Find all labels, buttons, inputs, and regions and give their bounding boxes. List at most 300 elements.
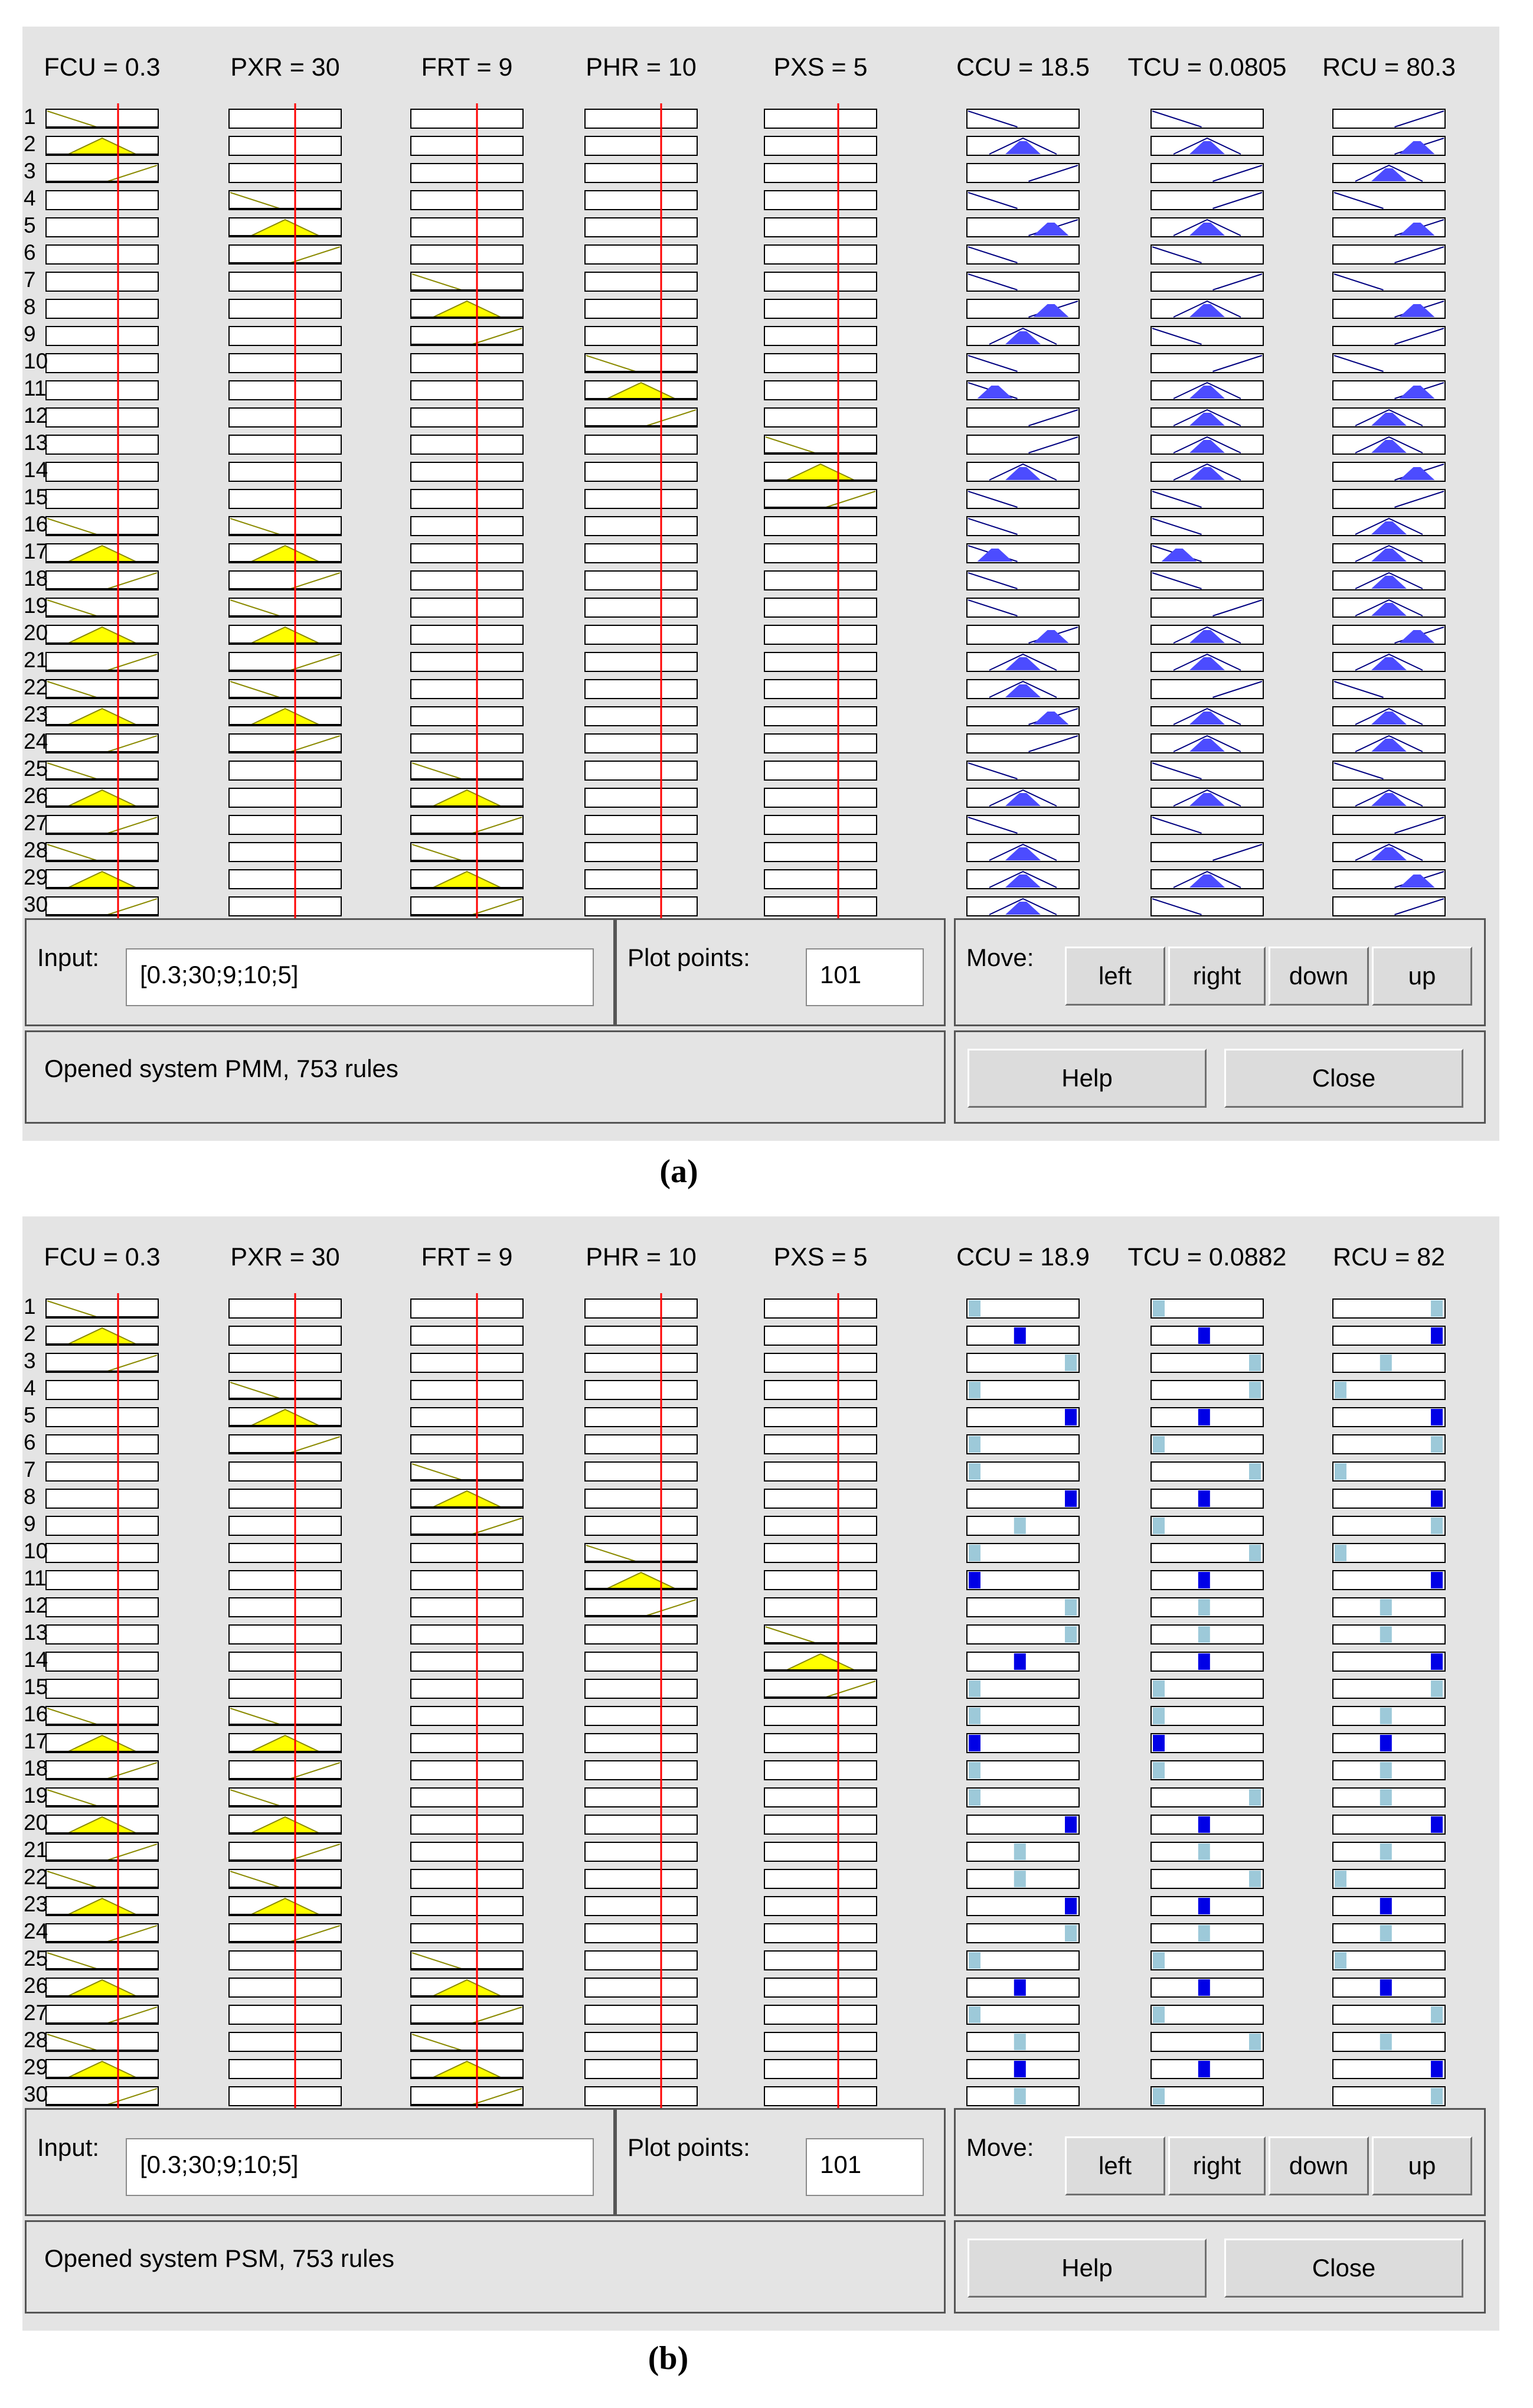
rule-cell: [46, 1679, 158, 1698]
rule-cell: [764, 164, 877, 182]
rule-cell: [46, 2032, 158, 2051]
rule-cell: [411, 571, 523, 590]
rule-cell: [46, 1869, 158, 1888]
rule-cell: [229, 435, 341, 454]
rule-cell: [46, 490, 158, 508]
rule-cell: [229, 1435, 341, 1454]
rule-number: 14: [24, 1647, 48, 1672]
rule-cell: [764, 1381, 877, 1399]
rule-number: 9: [24, 1512, 36, 1536]
rule-number: 6: [24, 240, 36, 265]
rule-number: 24: [24, 729, 48, 753]
rule-cell: [967, 1381, 1079, 1399]
rule-cell: [967, 245, 1079, 264]
rule-cell: [1333, 517, 1445, 536]
rule-cell: [411, 408, 523, 427]
rule-cell: [229, 1707, 341, 1725]
rule-cell: [229, 652, 341, 671]
plot-points-label: Plot points:: [627, 2133, 750, 2161]
rule-cell: [1151, 1978, 1263, 1997]
rule-cell: [585, 354, 697, 373]
rule-cell: [229, 299, 341, 318]
rule-cell: [229, 1734, 341, 1753]
rule-cell: [1151, 517, 1263, 536]
rule-cell: [46, 191, 158, 210]
rule-cell: [1151, 408, 1263, 427]
rule-cell: [585, 544, 697, 563]
rule-cell: [229, 517, 341, 536]
rule-cell: [967, 571, 1079, 590]
rule-cell: [1151, 870, 1263, 889]
column-header: FRT = 9: [421, 53, 513, 81]
rule-cell: [967, 1353, 1079, 1372]
rule-cell: [1151, 1516, 1263, 1535]
rule-cell: [764, 490, 877, 508]
rule-cell: [46, 1951, 158, 1970]
rule-cell: [764, 272, 877, 291]
rule-cell: [967, 788, 1079, 807]
rule-cell: [1151, 191, 1263, 210]
column-header: TCU = 0.0882: [1127, 1243, 1287, 1271]
rule-cell: [1151, 734, 1263, 753]
rule-cell: [585, 571, 697, 590]
rule-cell: [967, 2087, 1079, 2106]
rule-cell: [764, 408, 877, 427]
rule-cell: [764, 245, 877, 264]
status-panel: [25, 2220, 946, 2314]
rule-cell: [1333, 1598, 1445, 1617]
rule-number: 21: [24, 1838, 48, 1862]
rule-cell: [764, 1571, 877, 1590]
rule-cell: [585, 1679, 697, 1698]
rule-cell: [1151, 164, 1263, 182]
rule-number: 12: [24, 1593, 48, 1617]
rule-cell: [411, 1707, 523, 1725]
rule-cell: [229, 164, 341, 182]
rule-cell: [764, 707, 877, 726]
rule-cell: [411, 435, 523, 454]
rule-cell: [229, 1815, 341, 1834]
rule-cell: [1151, 490, 1263, 508]
close-button[interactable]: Close: [1224, 1049, 1463, 1108]
rule-cell: [1333, 571, 1445, 590]
move-left-button[interactable]: left: [1065, 947, 1165, 1006]
rule-cell: [229, 2005, 341, 2024]
rule-cell: [46, 1761, 158, 1780]
rule-cell: [585, 1734, 697, 1753]
rule-cell: [229, 625, 341, 644]
rule-number: 27: [24, 811, 48, 835]
rule-cell: [46, 1381, 158, 1399]
rule-cell: [967, 598, 1079, 617]
rule-cell: [585, 652, 697, 671]
rule-cell: [967, 1842, 1079, 1861]
rule-cell: [1333, 245, 1445, 264]
rule-cell: [764, 1951, 877, 1970]
caption-b: (b): [648, 2340, 689, 2377]
rule-cell: [411, 245, 523, 264]
rule-cell: [46, 354, 158, 373]
rule-cell: [967, 1897, 1079, 1916]
rule-cell: [229, 245, 341, 264]
rule-number: 23: [24, 702, 48, 726]
move-right-button[interactable]: right: [1168, 947, 1266, 1006]
move-down-button[interactable]: down: [1269, 947, 1369, 1006]
rule-cell: [411, 1869, 523, 1888]
input-label: Input:: [37, 944, 100, 971]
rule-cell: [585, 1435, 697, 1454]
rule-cell: [411, 490, 523, 508]
input-field[interactable]: [0.3;30;9;10;5]: [126, 948, 594, 1006]
rule-cell: [46, 1299, 158, 1318]
rule-cell: [46, 734, 158, 753]
rule-number: 18: [24, 1756, 48, 1780]
rule-cell: [764, 734, 877, 753]
rule-cell: [1151, 1299, 1263, 1318]
move-up-button[interactable]: up: [1372, 2136, 1472, 2195]
rule-cell: [46, 788, 158, 807]
input-field[interactable]: [0.3;30;9;10;5]: [126, 2138, 594, 2196]
rule-cell: [764, 1842, 877, 1861]
rule-number: 2: [24, 1322, 36, 1346]
rule-number: 13: [24, 430, 48, 455]
rule-cell: [967, 707, 1079, 726]
rule-number: 11: [24, 376, 47, 400]
rule-cell: [585, 462, 697, 481]
move-up-button[interactable]: up: [1372, 947, 1472, 1006]
rule-cell: [967, 191, 1079, 210]
rule-cell: [411, 598, 523, 617]
rule-cell: [585, 2005, 697, 2024]
rule-cell: [1151, 571, 1263, 590]
rule-cell: [411, 2087, 523, 2106]
rule-cell: [1333, 1707, 1445, 1725]
rule-cell: [1333, 191, 1445, 210]
help-close-panel: [954, 1030, 1486, 1124]
rule-cell: [1333, 136, 1445, 155]
rule-cell: [411, 1761, 523, 1780]
rule-cell: [46, 381, 158, 400]
rule-cell: [411, 1788, 523, 1807]
rule-cell: [229, 1326, 341, 1345]
rule-cell: [967, 327, 1079, 345]
rule-cell: [764, 1544, 877, 1562]
rule-cell: [229, 1381, 341, 1399]
rule-cell: [764, 870, 877, 889]
rule-cell: [46, 625, 158, 644]
rule-cell: [764, 1734, 877, 1753]
rule-cell: [1333, 327, 1445, 345]
rule-number: 12: [24, 403, 48, 428]
rule-cell: [585, 490, 697, 508]
rule-number: 8: [24, 1484, 36, 1509]
rule-cell: [585, 435, 697, 454]
rule-cell: [585, 109, 697, 128]
rule-cell: [229, 1408, 341, 1427]
rule-cell: [46, 1924, 158, 1943]
rule-cell: [1151, 1353, 1263, 1372]
help-close-panel: [954, 2220, 1486, 2314]
rule-cell: [229, 598, 341, 617]
rule-cell: [967, 354, 1079, 373]
rule-cell: [585, 272, 697, 291]
rule-cell: [411, 1897, 523, 1916]
rule-cell: [1151, 218, 1263, 237]
rule-number: 9: [24, 322, 36, 346]
rule-cell: [967, 1788, 1079, 1807]
rule-cell: [1333, 1353, 1445, 1372]
rule-cell: [967, 1707, 1079, 1725]
rule-cell: [229, 761, 341, 780]
rule-cell: [1151, 1598, 1263, 1617]
rule-cell: [229, 1652, 341, 1671]
rule-cell: [764, 136, 877, 155]
rule-cell: [1333, 1788, 1445, 1807]
rule-cell: [967, 734, 1079, 753]
rule-cell: [1333, 625, 1445, 644]
rule-cell: [1333, 897, 1445, 916]
rule-cell: [967, 1516, 1079, 1535]
plot-points-field[interactable]: 101: [806, 2138, 924, 2196]
rule-cell: [46, 598, 158, 617]
rule-cell: [585, 136, 697, 155]
rule-cell: [585, 245, 697, 264]
rule-cell: [764, 544, 877, 563]
rule-cell: [967, 1326, 1079, 1345]
rule-cell: [1333, 381, 1445, 400]
rule-cell: [967, 1815, 1079, 1834]
rule-cell: [764, 652, 877, 671]
rule-number: 10: [24, 1539, 48, 1563]
rule-cell: [967, 299, 1079, 318]
rule-cell: [764, 218, 877, 237]
rule-cell: [46, 408, 158, 427]
rule-cell: [967, 2032, 1079, 2051]
rule-cell: [1333, 1951, 1445, 1970]
rule-cell: [585, 2032, 697, 2051]
rule-cell: [46, 462, 158, 481]
rule-number: 5: [24, 213, 36, 237]
rule-number: 25: [24, 756, 48, 781]
rule-cell: [967, 1299, 1079, 1318]
rule-cell: [585, 1788, 697, 1807]
rule-cell: [1333, 788, 1445, 807]
rule-cell: [46, 707, 158, 726]
column-header: FCU = 0.3: [44, 1243, 161, 1271]
rule-cell: [1333, 1734, 1445, 1753]
rule-number: 4: [24, 1376, 36, 1400]
rule-cell: [1151, 272, 1263, 291]
rule-cell: [967, 1462, 1079, 1481]
rule-cell: [1151, 2032, 1263, 2051]
rule-number: 27: [24, 2001, 48, 2025]
rule-cell: [967, 1625, 1079, 1644]
move-label: Move:: [966, 2133, 1034, 2161]
rule-cell: [46, 299, 158, 318]
help-button[interactable]: Help: [967, 1049, 1207, 1108]
help-button[interactable]: Help: [967, 2239, 1207, 2298]
rule-cell: [764, 2005, 877, 2024]
column-header: RCU = 82: [1333, 1243, 1445, 1271]
rule-cell: [967, 381, 1079, 400]
rule-cell: [411, 462, 523, 481]
rule-cell: [1151, 843, 1263, 862]
rule-cell: [1151, 1679, 1263, 1698]
rule-cell: [1151, 1707, 1263, 1725]
rule-cell: [585, 218, 697, 237]
rule-cell: [229, 136, 341, 155]
rule-cell: [229, 272, 341, 291]
rule-cell: [967, 490, 1079, 508]
rule-cell: [967, 2005, 1079, 2024]
rule-cell: [229, 462, 341, 481]
rule-cell: [764, 1625, 877, 1644]
column-header: RCU = 80.3: [1322, 53, 1456, 81]
rule-cell: [411, 707, 523, 726]
rule-cell: [1333, 1625, 1445, 1644]
rule-cell: [764, 897, 877, 916]
rule-cell: [1333, 109, 1445, 128]
rule-cell: [585, 1462, 697, 1481]
rule-cell: [411, 1978, 523, 1997]
rule-cell: [764, 1489, 877, 1508]
rule-cell: [229, 490, 341, 508]
rule-cell: [411, 299, 523, 318]
rule-cell: [229, 2060, 341, 2079]
rule-cell: [229, 1625, 341, 1644]
rule-cell: [229, 1571, 341, 1590]
rule-cell: [1333, 1842, 1445, 1861]
rule-cell: [1333, 1326, 1445, 1345]
column-header: PHR = 10: [586, 1243, 697, 1271]
move-label: Move:: [966, 944, 1034, 971]
rule-cell: [411, 1679, 523, 1698]
rule-cell: [967, 1544, 1079, 1562]
rule-cell: [229, 1489, 341, 1508]
rule-cell: [229, 2087, 341, 2106]
rule-cell: [764, 1353, 877, 1372]
rule-cell: [967, 1435, 1079, 1454]
rule-cell: [411, 625, 523, 644]
rule-cell: [411, 788, 523, 807]
rule-number: 28: [24, 838, 48, 862]
rule-number: 25: [24, 1946, 48, 1970]
rule-cell: [46, 1897, 158, 1916]
rule-cell: [585, 625, 697, 644]
move-right-button[interactable]: right: [1168, 2136, 1266, 2195]
rule-cell: [411, 109, 523, 128]
rule-cell: [585, 1326, 697, 1345]
rule-cell: [764, 1707, 877, 1725]
move-down-button[interactable]: down: [1269, 2136, 1369, 2195]
rule-cell: [1151, 1544, 1263, 1562]
close-button[interactable]: Close: [1224, 2239, 1463, 2298]
rule-cell: [967, 1761, 1079, 1780]
rule-cell: [585, 517, 697, 536]
rule-cell: [1333, 1652, 1445, 1671]
rule-cell: [229, 191, 341, 210]
rule-cell: [46, 1353, 158, 1372]
rule-cell: [46, 109, 158, 128]
rule-cell: [1151, 1897, 1263, 1916]
input-label: Input:: [37, 2133, 100, 2161]
rule-cell: [46, 218, 158, 237]
rule-cell: [764, 625, 877, 644]
rule-cell: [46, 272, 158, 291]
rule-cell: [764, 1788, 877, 1807]
rule-cell: [1151, 1381, 1263, 1399]
rule-cell: [46, 1652, 158, 1671]
rule-cell: [46, 1408, 158, 1427]
rule-cell: [1151, 1924, 1263, 1943]
rule-plots-a: [22, 27, 1499, 918]
rule-cell: [967, 1598, 1079, 1617]
status-text: Opened system PSM, 753 rules: [44, 2244, 394, 2272]
rule-cell: [585, 734, 697, 753]
rule-cell: [1333, 707, 1445, 726]
rule-number: 29: [24, 2055, 48, 2079]
rule-cell: [46, 571, 158, 590]
rule-cell: [585, 815, 697, 834]
rule-cell: [411, 1815, 523, 1834]
rule-cell: [764, 571, 877, 590]
move-left-button[interactable]: left: [1065, 2136, 1165, 2195]
rule-cell: [764, 191, 877, 210]
rule-cell: [585, 1707, 697, 1725]
rule-cell: [229, 897, 341, 916]
rule-cell: [764, 462, 877, 481]
rule-cell: [967, 761, 1079, 780]
rule-cell: [1333, 815, 1445, 834]
rule-cell: [585, 843, 697, 862]
rule-cell: [1151, 1815, 1263, 1834]
input-panel: [25, 2108, 615, 2216]
rule-cell: [1151, 1571, 1263, 1590]
rule-cell: [411, 164, 523, 182]
rule-cell: [411, 1571, 523, 1590]
rule-cell: [1333, 761, 1445, 780]
rule-cell: [1333, 408, 1445, 427]
rule-cell: [585, 1842, 697, 1861]
rule-cell: [411, 652, 523, 671]
rule-cell: [411, 1652, 523, 1671]
rule-cell: [46, 544, 158, 563]
rule-cell: [764, 843, 877, 862]
rule-number: 22: [24, 675, 48, 699]
rule-cell: [411, 1951, 523, 1970]
rule-cell: [411, 544, 523, 563]
rule-cell: [46, 1788, 158, 1807]
rule-cell: [1333, 1869, 1445, 1888]
rule-cell: [1333, 870, 1445, 889]
rule-cell: [967, 109, 1079, 128]
rule-cell: [764, 1516, 877, 1535]
rule-cell: [585, 870, 697, 889]
rule-cell: [46, 1571, 158, 1590]
rule-cell: [1151, 1489, 1263, 1508]
rule-cell: [764, 761, 877, 780]
plot-points-field[interactable]: 101: [806, 948, 924, 1006]
rule-cell: [1151, 1734, 1263, 1753]
rule-cell: [764, 1326, 877, 1345]
rule-cell: [229, 815, 341, 834]
rule-cell: [967, 1978, 1079, 1997]
rule-cell: [229, 1462, 341, 1481]
rule-cell: [585, 1815, 697, 1834]
rule-number: 17: [24, 539, 48, 563]
rule-cell: [229, 1353, 341, 1372]
rule-cell: [1333, 2032, 1445, 2051]
